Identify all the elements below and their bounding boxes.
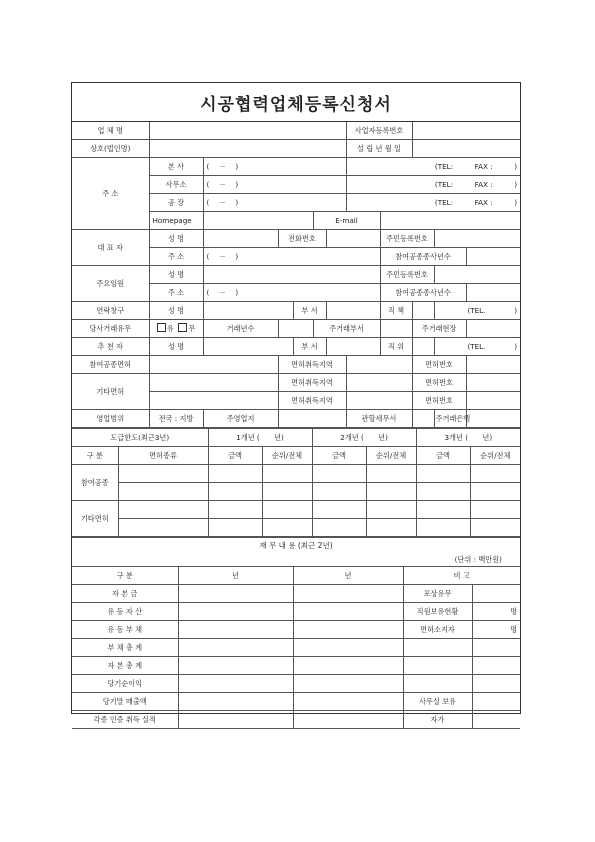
finance-row bbox=[72, 693, 520, 711]
ceo-years-label: 참여공종종사년수 bbox=[380, 248, 466, 266]
cell[interactable] bbox=[118, 519, 208, 537]
business-tax-label: 관할세무서 bbox=[346, 410, 412, 428]
exec-label: 주요임원 bbox=[72, 266, 149, 302]
finance-year2-value[interactable] bbox=[293, 657, 403, 675]
contact-row bbox=[72, 302, 520, 320]
recommender-tel-field[interactable]: (TEL. ) bbox=[434, 338, 520, 356]
finance-year1-value[interactable] bbox=[178, 693, 293, 711]
contract-amount-label-1: 금액 bbox=[208, 447, 262, 465]
other-license-region-label-2: 면허취득지역 bbox=[278, 392, 346, 410]
office-address-field[interactable]: ( － ) bbox=[203, 176, 346, 194]
main-license-label: 참여공종면허 bbox=[72, 356, 149, 374]
finance-note-value[interactable] bbox=[472, 711, 520, 729]
contract-main-label: 참여공종 bbox=[72, 465, 118, 501]
cell[interactable] bbox=[366, 465, 416, 483]
finance-year1-value[interactable] bbox=[178, 621, 293, 639]
contract-main-row-2 bbox=[72, 483, 520, 501]
hq-tel-fax-field[interactable]: (TEL: FAX : ) bbox=[346, 158, 520, 176]
other-license-field-1[interactable] bbox=[149, 374, 278, 392]
finance-section-title: 재 무 내 용 (최근 2년) bbox=[72, 537, 520, 554]
other-license-label: 기타면허 bbox=[72, 374, 149, 410]
finance-remark-label: 비 고 bbox=[403, 567, 520, 585]
no-label: 무 bbox=[188, 324, 196, 333]
ceo-address-field[interactable]: ( － ) bbox=[203, 248, 380, 266]
finance-year2-label: 년 bbox=[293, 567, 403, 585]
recommender-name-field[interactable] bbox=[203, 338, 293, 356]
company-name-row bbox=[72, 122, 520, 140]
finance-row bbox=[72, 711, 520, 729]
contract-header-row bbox=[72, 429, 520, 447]
finance-year2-value[interactable] bbox=[293, 585, 403, 603]
contract-year1[interactable]: 1개년 ( 년) bbox=[208, 429, 312, 447]
cell[interactable] bbox=[208, 483, 262, 501]
business-label: 영업범위 bbox=[72, 410, 149, 428]
finance-year1-value[interactable] bbox=[178, 603, 293, 621]
founded-field[interactable] bbox=[412, 140, 520, 158]
business-area-field[interactable] bbox=[278, 410, 346, 428]
recommender-row bbox=[72, 338, 520, 356]
registration-form bbox=[71, 82, 521, 724]
finance-year1-value[interactable] bbox=[178, 711, 293, 729]
main-license-number-label: 면허번호 bbox=[412, 356, 466, 374]
transaction-label: 당사거래유무 bbox=[72, 320, 149, 338]
exec-resident-label: 주민등록번호 bbox=[380, 266, 434, 284]
cell[interactable] bbox=[262, 465, 312, 483]
contract-other-row-2 bbox=[72, 519, 520, 537]
cell[interactable] bbox=[312, 483, 366, 501]
hq-label: 본 사 bbox=[149, 158, 203, 176]
finance-note-label: 직원보유현황 bbox=[403, 603, 472, 621]
yes-label: 유 bbox=[166, 324, 174, 333]
recommender-title-label: 직 위 bbox=[380, 338, 412, 356]
ceo-address-label: 주 소 bbox=[149, 248, 203, 266]
factory-tel-fax-field[interactable]: (TEL: FAX : ) bbox=[346, 194, 520, 212]
finance-row-label: 부 채 총 계 bbox=[72, 639, 178, 657]
contract-amount-label-3: 금액 bbox=[416, 447, 470, 465]
cell[interactable] bbox=[470, 465, 520, 483]
contact-title-label: 직 책 bbox=[380, 302, 412, 320]
contract-license-type-label: 면허종류 bbox=[118, 447, 208, 465]
finance-year2-value[interactable] bbox=[293, 603, 403, 621]
company-name-label: 업 체 명 bbox=[72, 122, 149, 140]
ceo-phone-field[interactable] bbox=[326, 230, 380, 248]
other-license-region-field-1[interactable] bbox=[346, 374, 412, 392]
other-license-number-label-1: 면허번호 bbox=[412, 374, 466, 392]
cell[interactable] bbox=[118, 501, 208, 519]
contract-other-label: 기타면허 bbox=[72, 501, 118, 537]
homepage-label: Homepage bbox=[149, 212, 203, 230]
exec-address-field[interactable]: ( － ) bbox=[203, 284, 380, 302]
contact-name-label: 성 명 bbox=[149, 302, 203, 320]
cell[interactable] bbox=[312, 501, 366, 519]
exec-years-label: 참여공종종사년수 bbox=[380, 284, 466, 302]
transaction-row bbox=[72, 320, 520, 338]
cell[interactable] bbox=[262, 501, 312, 519]
business-area-label: 주영업지 bbox=[203, 410, 278, 428]
transaction-dept-field[interactable] bbox=[380, 320, 412, 338]
main-license-region-field[interactable] bbox=[346, 356, 412, 374]
finance-year1-label: 년 bbox=[178, 567, 293, 585]
contract-main-row bbox=[72, 465, 520, 483]
business-bank-field[interactable] bbox=[466, 410, 520, 428]
cell[interactable] bbox=[208, 465, 262, 483]
finance-row-label: 각종 인증 취득 실적 bbox=[72, 711, 178, 729]
main-license-row bbox=[72, 356, 520, 374]
finance-year2-value[interactable] bbox=[293, 621, 403, 639]
finance-row-label: 유 동 부 채 bbox=[72, 621, 178, 639]
finance-row bbox=[72, 657, 520, 675]
recommender-dept-field[interactable] bbox=[326, 338, 380, 356]
contact-label: 연락창구 bbox=[72, 302, 149, 320]
ceo-label: 대 표 자 bbox=[72, 230, 149, 266]
other-license-number-field-1[interactable] bbox=[466, 374, 520, 392]
ceo-years-field[interactable] bbox=[466, 248, 520, 266]
finance-note-label bbox=[403, 657, 472, 675]
finance-year1-value[interactable] bbox=[178, 657, 293, 675]
transaction-years-field[interactable] bbox=[278, 320, 313, 338]
finance-year2-value[interactable] bbox=[293, 711, 403, 729]
business-bank-label: 주거래은행 bbox=[434, 410, 466, 428]
ceo-resident-label: 주민등록번호 bbox=[380, 230, 434, 248]
founded-label: 설 립 년 월 일 bbox=[346, 140, 412, 158]
ceo-phone-label: 전화번호 bbox=[278, 230, 326, 248]
contract-year2[interactable]: 2개년 ( 년) bbox=[312, 429, 416, 447]
other-license-region-label-1: 면허취득지역 bbox=[278, 374, 346, 392]
exec-resident-field[interactable] bbox=[434, 266, 520, 284]
other-license-region-field-2[interactable] bbox=[346, 392, 412, 410]
hq-address-field[interactable]: ( － ) bbox=[203, 158, 346, 176]
transaction-site-label: 주거래현장 bbox=[412, 320, 466, 338]
business-row bbox=[72, 410, 520, 428]
contact-dept-field[interactable] bbox=[326, 302, 380, 320]
finance-year2-value[interactable] bbox=[293, 639, 403, 657]
contract-other-row bbox=[72, 501, 520, 519]
finance-note-value[interactable] bbox=[472, 639, 520, 657]
finance-year1-value[interactable] bbox=[178, 639, 293, 657]
finance-note-label: 자가 bbox=[403, 711, 472, 729]
biz-reg-label: 사업자등록번호 bbox=[346, 122, 412, 140]
office-tel-fax-field[interactable]: (TEL: FAX : ) bbox=[346, 176, 520, 194]
recommender-name-label: 성 명 bbox=[149, 338, 203, 356]
address-hq-row bbox=[72, 158, 520, 176]
finance-row bbox=[72, 675, 520, 693]
finance-unit: (단위 : 백만원) bbox=[454, 555, 502, 564]
main-license-region-label: 면허취득지역 bbox=[278, 356, 346, 374]
finance-year2-value[interactable] bbox=[293, 693, 403, 711]
ceo-resident-field[interactable] bbox=[434, 230, 520, 248]
contract-year3[interactable]: 3개년 ( 년) bbox=[416, 429, 520, 447]
cell[interactable] bbox=[118, 465, 208, 483]
finance-row-label: 유 동 자 산 bbox=[72, 603, 178, 621]
contact-tel-field[interactable]: (TEL. ) bbox=[434, 302, 520, 320]
finance-row bbox=[72, 621, 520, 639]
finance-note-label: 포상유무 bbox=[403, 585, 472, 603]
cell[interactable] bbox=[416, 483, 470, 501]
homepage-field[interactable] bbox=[203, 212, 313, 230]
finance-row-label: 당기순이익 bbox=[72, 675, 178, 693]
exec-name-field[interactable] bbox=[203, 266, 380, 284]
corp-name-row bbox=[72, 140, 520, 158]
cell[interactable] bbox=[470, 483, 520, 501]
transaction-years-label: 거래년수 bbox=[203, 320, 278, 338]
business-scope[interactable]: 전국 : 지방 bbox=[149, 410, 203, 428]
recommender-label: 추 천 자 bbox=[72, 338, 149, 356]
finance-row-label: 자 본 금 bbox=[72, 585, 178, 603]
other-license-number-label-2: 면허번호 bbox=[412, 392, 466, 410]
contract-rank-label-3: 순위/전체 bbox=[470, 447, 520, 465]
finance-note-value[interactable]: 명 bbox=[472, 621, 520, 639]
finance-note-value[interactable] bbox=[472, 693, 520, 711]
contract-rank-label-2: 순위/전체 bbox=[366, 447, 416, 465]
factory-address-field[interactable]: ( － ) bbox=[203, 194, 346, 212]
finance-year2-value[interactable] bbox=[293, 675, 403, 693]
contract-limit-table bbox=[72, 428, 520, 537]
main-info-table bbox=[72, 122, 520, 428]
finance-row-label: 자 본 총 계 bbox=[72, 657, 178, 675]
finance-year1-value[interactable] bbox=[178, 585, 293, 603]
cell[interactable] bbox=[416, 465, 470, 483]
finance-row bbox=[72, 639, 520, 657]
main-license-field[interactable] bbox=[149, 356, 278, 374]
finance-note-value[interactable]: 명 bbox=[472, 603, 520, 621]
biz-reg-field[interactable] bbox=[412, 122, 520, 140]
recommender-dept-label: 부 서 bbox=[293, 338, 326, 356]
no-checkbox[interactable] bbox=[178, 323, 187, 332]
finance-note-label bbox=[403, 639, 472, 657]
contract-limit-label: 도급한도(최근3년) bbox=[72, 429, 208, 447]
finance-row bbox=[72, 585, 520, 603]
finance-note-label: 사무실 보유 bbox=[403, 693, 472, 711]
form-title: 시공협력업체등록신청서 bbox=[72, 83, 520, 122]
yes-checkbox[interactable] bbox=[157, 323, 166, 332]
transaction-yes-no[interactable] bbox=[149, 320, 203, 338]
finance-note-value[interactable] bbox=[472, 675, 520, 693]
email-field[interactable] bbox=[380, 212, 520, 230]
ceo-name-row bbox=[72, 230, 520, 248]
cell[interactable] bbox=[416, 519, 470, 537]
cell[interactable] bbox=[470, 501, 520, 519]
ceo-name-label: 성 명 bbox=[149, 230, 203, 248]
exec-name-row bbox=[72, 266, 520, 284]
finance-header-row bbox=[72, 567, 520, 585]
exec-address-label: 주 소 bbox=[149, 284, 203, 302]
contract-subheader-row bbox=[72, 447, 520, 465]
contract-rank-label-1: 순위/전체 bbox=[262, 447, 312, 465]
other-license-number-field-2[interactable] bbox=[466, 392, 520, 410]
finance-note-label bbox=[403, 675, 472, 693]
finance-note-value[interactable] bbox=[472, 585, 520, 603]
contact-name-field[interactable] bbox=[203, 302, 293, 320]
company-name-field[interactable] bbox=[149, 122, 346, 140]
contract-type-label: 구 분 bbox=[72, 447, 118, 465]
finance-note-label: 면허소지자 bbox=[403, 621, 472, 639]
finance-row-label: 당기말 매출액 bbox=[72, 693, 178, 711]
cell[interactable] bbox=[312, 519, 366, 537]
business-tax-field[interactable] bbox=[412, 410, 434, 428]
other-license-field-2[interactable] bbox=[149, 392, 278, 410]
corp-name-label: 상호(법인명) bbox=[72, 140, 149, 158]
ceo-name-field[interactable] bbox=[203, 230, 278, 248]
exec-name-label: 성 명 bbox=[149, 266, 203, 284]
other-license-row-1 bbox=[72, 374, 520, 392]
main-license-number-field[interactable] bbox=[466, 356, 520, 374]
address-label: 주 소 bbox=[72, 158, 149, 230]
cell[interactable] bbox=[208, 501, 262, 519]
contact-dept-label: 부 서 bbox=[293, 302, 326, 320]
finance-year1-value[interactable] bbox=[178, 675, 293, 693]
corp-name-field[interactable] bbox=[149, 140, 346, 158]
office-label: 사무소 bbox=[149, 176, 203, 194]
cell[interactable] bbox=[208, 519, 262, 537]
cell[interactable] bbox=[366, 519, 416, 537]
cell[interactable] bbox=[366, 483, 416, 501]
cell[interactable] bbox=[262, 519, 312, 537]
contact-title-field[interactable] bbox=[412, 302, 434, 320]
email-label: E-mail bbox=[313, 212, 380, 230]
cell[interactable] bbox=[366, 501, 416, 519]
recommender-title-field[interactable] bbox=[412, 338, 434, 356]
transaction-site-field[interactable] bbox=[466, 320, 520, 338]
contract-amount-label-2: 금액 bbox=[312, 447, 366, 465]
transaction-dept-label: 주거래부서 bbox=[313, 320, 380, 338]
exec-years-field[interactable] bbox=[466, 284, 520, 302]
cell[interactable] bbox=[312, 465, 366, 483]
finance-table bbox=[72, 566, 520, 729]
factory-label: 공 장 bbox=[149, 194, 203, 212]
finance-category-label: 구 분 bbox=[72, 567, 178, 585]
cell[interactable] bbox=[118, 483, 208, 501]
cell[interactable] bbox=[470, 519, 520, 537]
finance-row bbox=[72, 603, 520, 621]
cell[interactable] bbox=[416, 501, 470, 519]
cell[interactable] bbox=[262, 483, 312, 501]
finance-note-value[interactable] bbox=[472, 657, 520, 675]
